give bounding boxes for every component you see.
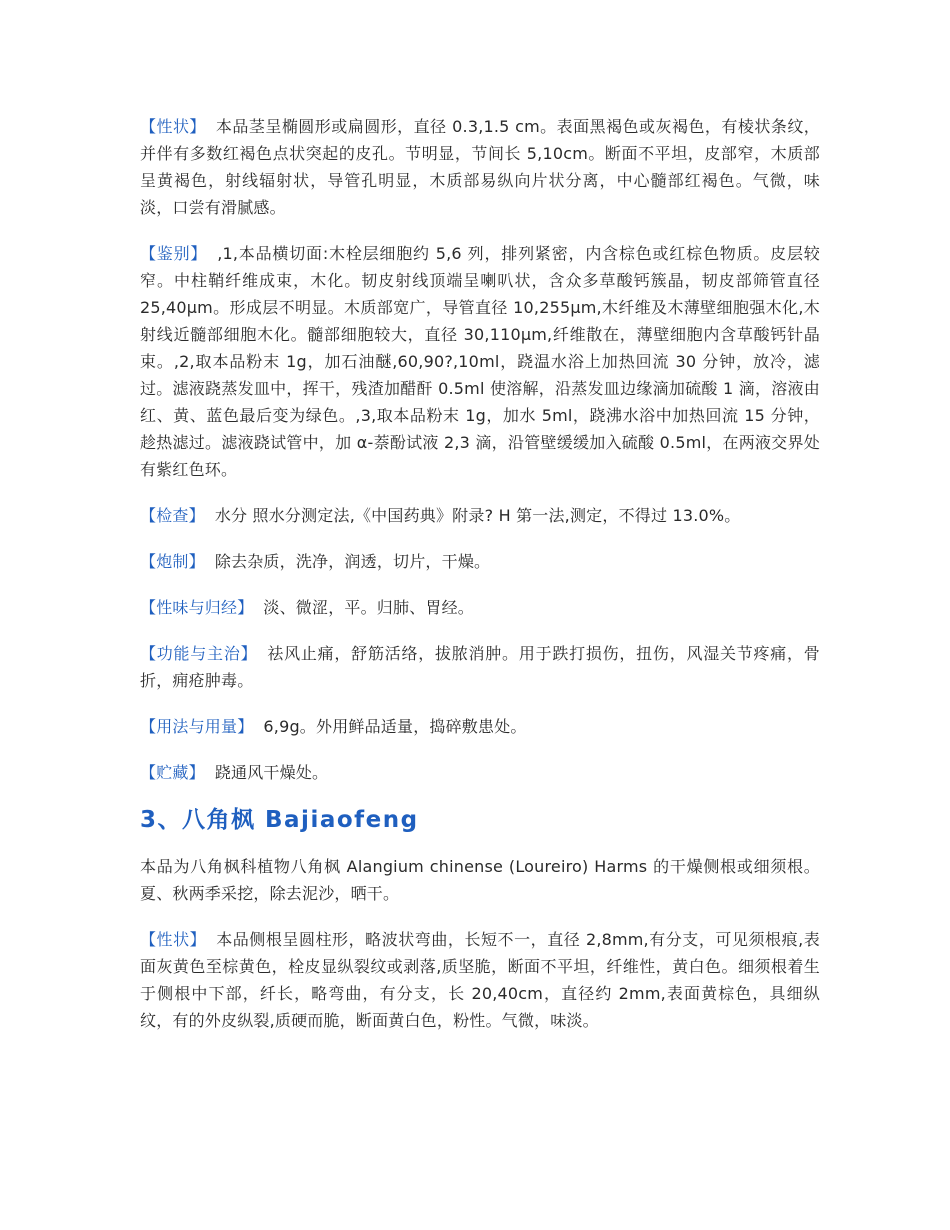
section-yongfa-yongliang [140, 713, 820, 740]
section-label: 【功能与主治】 [140, 644, 258, 663]
section-text: 水分 照水分测定法,《中国药典》附录? H 第一法,测定，不得过 13.0%。 [214, 506, 741, 525]
section-xingwei-guijing [140, 594, 820, 621]
section-text: 淡、微涩，平。归肺、胃经。 [263, 598, 475, 617]
section-jianbie [140, 240, 820, 483]
section-text: 祛风止痛，舒筋活络，拔脓消肿。用于跌打损伤，扭伤，风湿关节疼痛，骨折，痈疮肿毒。 [140, 644, 820, 690]
section-label: 【用法与用量】 [140, 717, 254, 736]
section-gongneng-zhuzhi [140, 640, 820, 694]
section-label: 【鉴别】 [140, 244, 208, 263]
section-jiancha [140, 502, 820, 529]
section-heading-bajiaofeng: 3、八角枫 Bajiaofeng [140, 807, 419, 833]
section-text: ,1,本品横切面:木栓层细胞约 5,6 列，排列紧密，内含棕色或红棕色物质。皮层较窄。中柱鞘纤维成束，木化。韧皮射线顶端呈喇叭状，含众多草酸钙簇晶，韧皮部筛管直径 25,40μm。形成层不明显。木质部宽广，导管直径 10,255μm,木纤维及木薄壁细胞强木化,木射线近髓部细胞木化。髓部细胞较大，直径 30,110μm,纤维散在，薄壁细胞内含草酸钙针晶束。,2,取本品粉末 1g，加石油醚,60,90?,10ml，跷温水浴上加热回流 30 分钟，放冷，滤过。滤液跷蒸发皿中，挥干，残渣加醋酐 0.5ml 使溶解，沿蒸发皿边缘滴加硫酸 1 滴，溶液由红、黄、蓝色最后变为绿色。,3,取本品粉末 1g，加水 5ml，跷沸水浴中加热回流 15 分钟，趁热滤过。滤液跷试管中，加 α-萘酚试液 2,3 滴，沿管壁缓缓加入硫酸 0.5ml，在两液交界处有紫红色环。 [140, 244, 820, 479]
section-label: 【炮制】 [140, 552, 205, 571]
intro-paragraph: 本品为八角枫科植物八角枫 Alangium chinense (Loureiro) Harms 的干燥侧根或细须根。夏、秋两季采挖，除去泥沙，晒干。 [140, 857, 820, 903]
section-xingzhuang [140, 113, 820, 221]
section-label: 【检查】 [140, 506, 205, 525]
section-text: 本品侧根呈圆柱形，略波状弯曲，长短不一，直径 2,8mm,有分支，可见须根痕,表面灰黄色至棕黄色，栓皮显纵裂纹或剥落,质坚脆，断面不平坦，纤维性，黄白色。细须根着生于侧根中下部，纤长，略弯曲，有分支，长 20,40cm，直径约 2mm,表面黄棕色，具细纵纹，有的外皮纵裂,质硬而脆，断面黄白色，粉性。气微，味淡。 [140, 930, 820, 1030]
section-label: 【性状】 [140, 930, 207, 949]
section-text: 除去杂质，洗净，润透，切片，干燥。 [214, 552, 491, 571]
section-zhucang [140, 759, 820, 786]
section-label: 【性味与归经】 [140, 598, 254, 617]
document-page [140, 113, 820, 1053]
section-paozhi [140, 548, 820, 575]
section-label: 【贮藏】 [140, 763, 205, 782]
section-xingzhuang-bajiaofeng [140, 926, 820, 1034]
section-text: 本品茎呈椭圆形或扁圆形，直径 0.3,1.5 cm。表面黑褐色或灰褐色，有棱状条纹，并伴有多数红褐色点状突起的皮孔。节明显，节间长 5,10cm。断面不平坦，皮部窄，木质部呈黄褐色，射线辐射状，导管孔明显，木质部易纵向片状分离，中心髓部红褐色。气微，味淡，口尝有滑腻感。 [140, 117, 820, 217]
section-text: 跷通风干燥处。 [214, 763, 329, 782]
section-text: 6,9g。外用鲜品适量，捣碎敷患处。 [263, 717, 527, 736]
section-label: 【性状】 [140, 117, 206, 136]
